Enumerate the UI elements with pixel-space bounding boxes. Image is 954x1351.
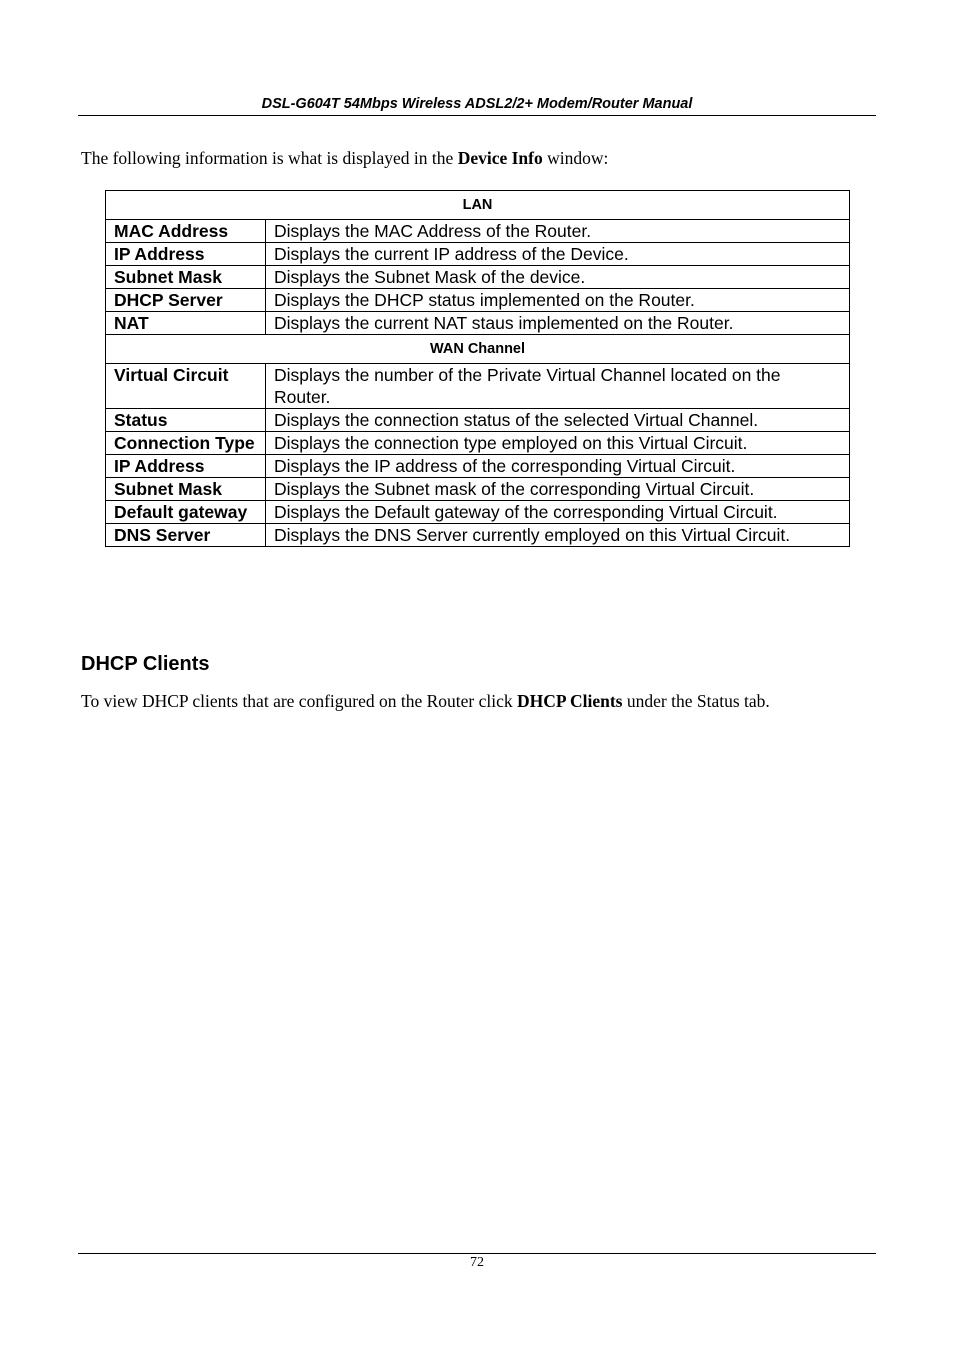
term-cell: Connection Type: [106, 432, 266, 455]
term-cell: NAT: [106, 312, 266, 335]
paragraph-bold-term: DHCP Clients: [517, 691, 623, 711]
header-rule: [78, 115, 876, 116]
term-cell: Subnet Mask: [106, 478, 266, 501]
table-row: [106, 364, 850, 409]
description-cell: Displays the current IP address of the Device.: [266, 243, 850, 266]
page-number: 72: [470, 1255, 484, 1270]
description-cell: Displays the current NAT staus implemented on the Router.: [266, 312, 850, 335]
table-row: [106, 455, 850, 478]
description-cell: Displays the DHCP status implemented on the Router.: [266, 289, 850, 312]
paragraph-text: To view DHCP clients that are configured on the Router click: [81, 691, 517, 711]
term-cell: Virtual Circuit: [106, 364, 266, 409]
paragraph-text-end: under the Status tab.: [622, 691, 770, 711]
table-row: [106, 524, 850, 547]
section-heading-dhcp-clients: DHCP Clients: [81, 653, 210, 675]
description-cell: Displays the connection type employed on this Virtual Circuit.: [266, 432, 850, 455]
intro-bold-term: Device Info: [457, 148, 543, 168]
description-cell: Displays the DNS Server currently employed on this Virtual Circuit.: [266, 524, 850, 547]
description-cell: Displays the IP address of the corresponding Virtual Circuit.: [266, 455, 850, 478]
section-heading-wan: WAN Channel: [106, 335, 850, 364]
term-cell: IP Address: [106, 243, 266, 266]
term-cell: Status: [106, 409, 266, 432]
intro-text: The following information is what is displayed in the: [81, 148, 458, 168]
description-cell: Displays the Subnet mask of the corresponding Virtual Circuit.: [266, 478, 850, 501]
term-cell: IP Address: [106, 455, 266, 478]
intro-paragraph: [81, 148, 871, 169]
table-row: [106, 289, 850, 312]
table-row: [106, 243, 850, 266]
table-row: [106, 432, 850, 455]
device-info-table: [105, 190, 850, 547]
term-cell: MAC Address: [106, 220, 266, 243]
term-cell: Default gateway: [106, 501, 266, 524]
footer-rule: [78, 1253, 876, 1254]
description-cell: Displays the Default gateway of the corresponding Virtual Circuit.: [266, 501, 850, 524]
table-row: [106, 409, 850, 432]
term-cell: DHCP Server: [106, 289, 266, 312]
table-section-row: [106, 335, 850, 364]
description-cell: Displays the number of the Private Virtual Channel located on the Router.: [266, 364, 850, 409]
section-heading-lan: LAN: [106, 191, 850, 220]
intro-text-end: window:: [542, 148, 609, 168]
description-cell: Displays the Subnet Mask of the device.: [266, 266, 850, 289]
description-cell: Displays the connection status of the selected Virtual Channel.: [266, 409, 850, 432]
table-row: [106, 478, 850, 501]
table-row: [106, 266, 850, 289]
dhcp-clients-paragraph: [81, 691, 881, 712]
page-header-title: DSL-G604T 54Mbps Wireless ADSL2/2+ Modem/Router Manual: [261, 96, 693, 112]
table-row: [106, 220, 850, 243]
table-row: [106, 312, 850, 335]
term-cell: DNS Server: [106, 524, 266, 547]
term-cell: Subnet Mask: [106, 266, 266, 289]
table-row: [106, 501, 850, 524]
table-section-row: [106, 191, 850, 220]
description-cell: Displays the MAC Address of the Router.: [266, 220, 850, 243]
